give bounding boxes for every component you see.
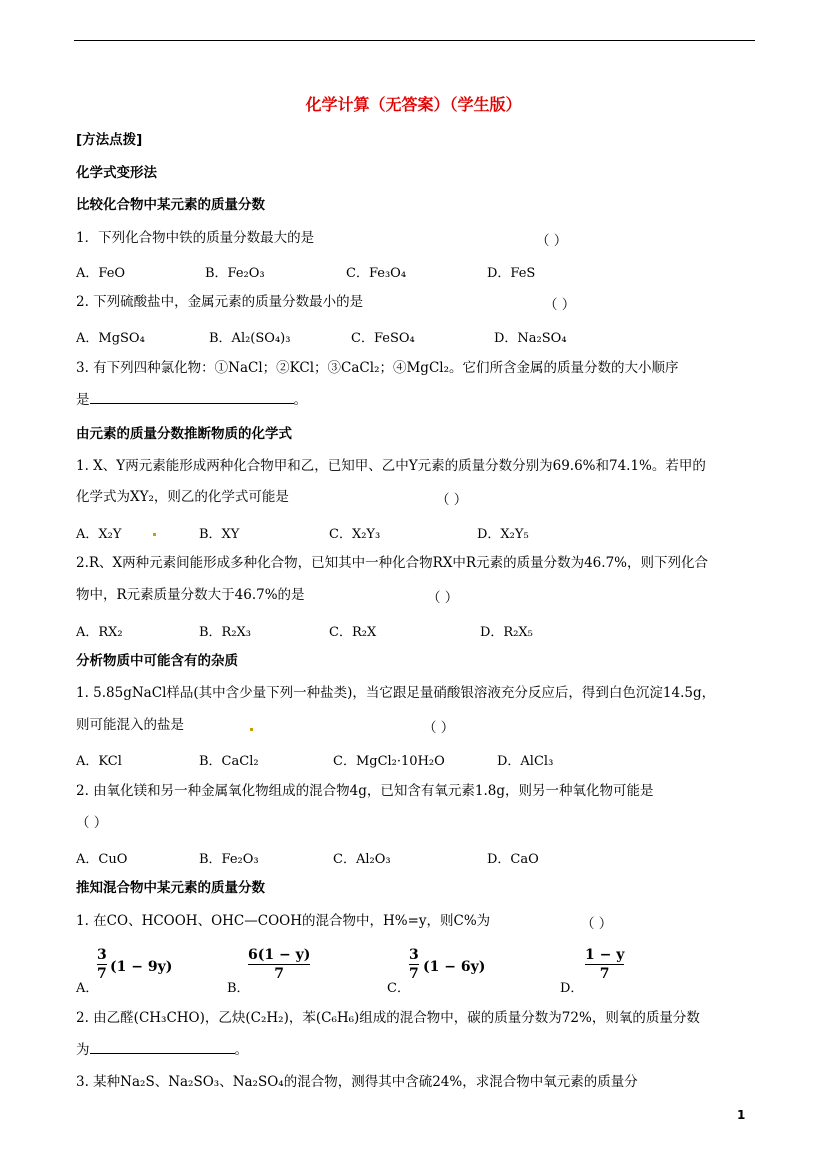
method-heading: [方法点拨] — [76, 132, 143, 148]
option-d1-d-fraction — [585, 947, 624, 982]
option-a2-c: C．FeSO₄ — [351, 331, 415, 346]
section-heading-compare: 比较化合物中某元素的质量分数 — [76, 197, 265, 213]
fraction-bar — [409, 964, 419, 965]
d2-answer-blank[interactable] — [90, 1041, 235, 1054]
option-a1-c: C．Fe₃O₄ — [346, 266, 407, 281]
option-a1-b: B．Fe₂O₃ — [205, 266, 265, 281]
option-d1-a-label: A． — [76, 981, 99, 996]
fraction-denominator: 7 — [97, 966, 107, 982]
option-b1-c: C．X₂Y₃ — [329, 527, 381, 542]
option-b2-a: A．RX₂ — [76, 625, 123, 640]
answer-paren-c2: （ ） — [76, 815, 108, 831]
option-c1-d: D．AlCl₃ — [497, 754, 554, 769]
question-b2-line2: 物中，R元素质量分数大于46.7%的是 — [76, 587, 305, 603]
option-d1-d-label: D． — [560, 981, 584, 996]
fraction-numerator: 1 − y — [585, 947, 625, 963]
header-rule — [74, 40, 755, 41]
fraction-bar — [248, 964, 310, 965]
answer-paren-a1: （ ） — [536, 233, 568, 249]
d2-suffix: 。 — [234, 1042, 248, 1058]
answer-paren-c1: （ ） — [423, 720, 455, 736]
question-a3: 3. 有下列四种氯化物：①NaCl；②KCl；③CaCl₂；④MgCl₂。它们所含金属的质量分数的大小顺序 — [76, 360, 679, 376]
option-a2-d: D．Na₂SO₄ — [494, 331, 567, 346]
fraction-numerator: 6(1 − y) — [248, 947, 311, 963]
option-c2-a: A．CuO — [76, 852, 128, 867]
option-b1-b: B．XY — [199, 527, 240, 542]
a3-answer-blank[interactable] — [90, 391, 294, 404]
answer-paren-d1: （ ） — [581, 916, 613, 932]
option-c1-b: B．CaCl₂ — [199, 754, 259, 769]
fraction-bar — [585, 964, 624, 965]
option-c2-d: D．CaO — [487, 852, 539, 867]
question-d2: 2. 由乙醛(CH₃CHO)，乙炔(C₂H₂)，苯(C₆H₆)组成的混合物中，碳的质量分数为72%，则氧的质量分数 — [76, 1010, 700, 1026]
option-d1-a-tail: (1 − 9y) — [110, 959, 173, 975]
question-c2: 2. 由氧化镁和另一种金属氧化物组成的混合物4g，已知含有氧元素1.8g，则另一种氧化物可能是 — [76, 783, 654, 799]
question-a1: 1．下列化合物中铁的质量分数最大的是 — [76, 230, 315, 246]
section-heading-impurity: 分析物质中可能含有的杂质 — [76, 653, 238, 669]
page-title: 化学计算（无答案）（学生版） — [305, 95, 522, 114]
question-a2: 2. 下列硫酸盐中，金属元素的质量分数最小的是 — [76, 294, 364, 310]
option-a1-a: A．FeO — [76, 266, 126, 281]
question-a3-blank-line — [76, 391, 307, 409]
option-b1-d: D．X₂Y₅ — [477, 527, 529, 542]
fraction-denominator: 7 — [274, 966, 285, 982]
question-d2-blank-line — [76, 1041, 248, 1059]
answer-paren-a2: （ ） — [544, 297, 576, 313]
option-d1-c-tail: (1 − 6y) — [423, 959, 486, 975]
fraction-numerator: 3 — [409, 947, 419, 963]
question-c1-line2: 则可能混入的盐是 — [76, 717, 184, 733]
fraction-denominator: 7 — [409, 966, 419, 982]
page-number: 1 — [737, 1108, 746, 1122]
question-c1: 1. 5.85gNaCl样品(其中含少量下列一种盐类)，当它跟足量硝酸银溶液充分反应后，得到白色沉淀14.5g， — [76, 685, 716, 701]
question-b2: 2.R、X两种元素间能形成多种化合物，已知其中一种化合物RX中R元素的质量分数为46.7%，则下列化合 — [76, 555, 708, 571]
option-b2-c: C．R₂X — [329, 625, 377, 640]
question-b1-line2: 化学式为XY₂，则乙的化学式可能是 — [76, 489, 289, 505]
option-c1-a: A．KCl — [76, 754, 122, 769]
section-heading-mixture: 推知混合物中某元素的质量分数 — [76, 880, 265, 896]
option-b1-a: A．X₂Y — [76, 527, 122, 542]
question-d1: 1. 在CO、HCOOH、OHC—COOH的混合物中，H%=y，则C%为 — [76, 913, 491, 929]
option-b2-d: D．R₂X₅ — [480, 625, 533, 640]
answer-paren-b1: （ ） — [436, 492, 468, 508]
option-a2-b: B．Al₂(SO₄)₃ — [209, 331, 291, 346]
option-c2-b: B．Fe₂O₃ — [199, 852, 259, 867]
d2-prefix: 为 — [76, 1042, 90, 1058]
section-heading-infer-formula: 由元素的质量分数推断物质的化学式 — [76, 426, 292, 442]
option-b2-b: B．R₂X₃ — [199, 625, 252, 640]
answer-paren-b2: （ ） — [427, 590, 459, 606]
a3-suffix: 。 — [293, 392, 307, 408]
option-d1-b-fraction — [248, 947, 310, 982]
fraction-numerator: 3 — [97, 947, 107, 963]
fraction-bar — [97, 964, 107, 965]
option-d1-c-fraction — [409, 947, 419, 982]
stray-dot — [250, 728, 253, 731]
option-d1-b-label: B． — [227, 981, 250, 996]
stray-dot — [153, 533, 156, 536]
option-d1-a-fraction — [97, 947, 107, 982]
option-d1-c-label: C． — [387, 981, 410, 996]
question-d3: 3. 某种Na₂S、Na₂SO₃、Na₂SO₄的混合物，测得其中含硫24%，求混合物中氧元素的质量分 — [76, 1074, 638, 1090]
a3-prefix: 是 — [76, 392, 90, 408]
question-b1: 1. X、Y两元素能形成两种化合物甲和乙，已知甲、乙中Y元素的质量分数分别为69.6%和74.1%。若甲的 — [76, 458, 706, 474]
option-a2-a: A．MgSO₄ — [76, 331, 145, 346]
option-c2-c: C．Al₂O₃ — [333, 852, 391, 867]
fraction-denominator: 7 — [599, 966, 610, 982]
subheading-formula-transform: 化学式变形法 — [76, 165, 157, 181]
option-a1-d: D．FeS — [487, 266, 536, 281]
option-c1-c: C．MgCl₂·10H₂O — [333, 754, 445, 769]
